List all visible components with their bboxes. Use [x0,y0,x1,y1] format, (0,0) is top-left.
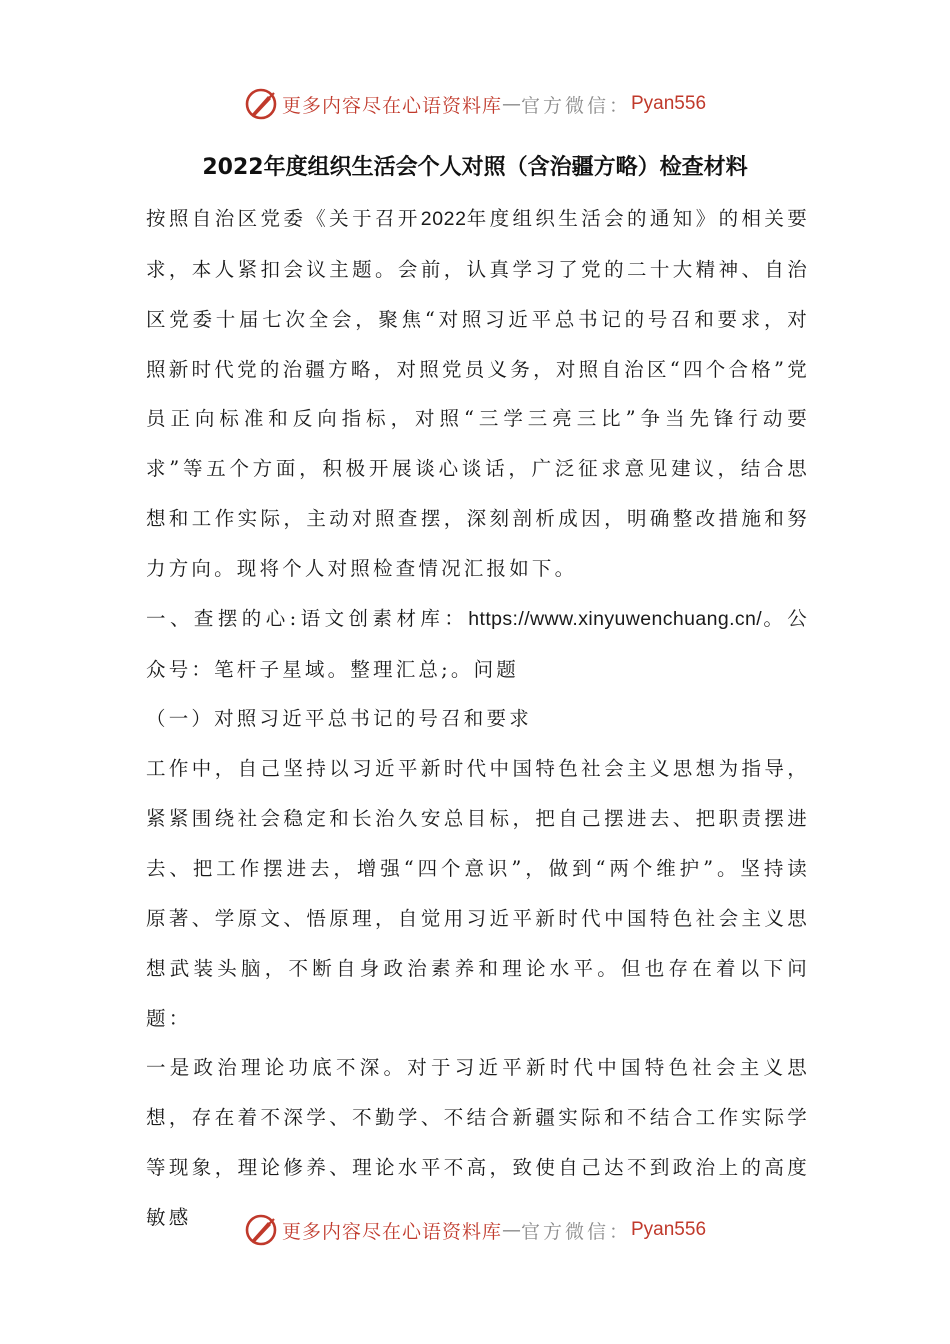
watermark-banner-bottom [0,1210,950,1250]
paragraph-work: 工作中，自己坚持以习近平新时代中国特色社会主义思想为指导，紧紧围绕社会稳定和长治久安总目标，把自己摆进去、把职责摆进去、把工作摆进去，增强“四个意识”，做到“两个维护”。坚持读原著、学原文、悟原理，自觉用习近平新时代中国特色社会主义思想武装头脑，不断自身政治素养和理论水平。但也存在着以下问题： [146,757,810,1030]
paragraph-intro-b: 年度组织生活会的通知》的相关要求，本人紧扣会议主题。会前，认真学习了党的二十大精神、自治区党委十届七次全会，聚焦“对照习近平总书记的号召和要求，对照新时代党的治疆方略，对照党员义务，对照自治区“四个合格”党员正向标准和反向指标，对照“三学三亮三比”争当先锋行动要求”等五个方面，积极开展谈心谈话，广泛征求意见建议，结合思想和工作实际，主动对照查摆，深刻剖析成因，明确整改措施和努力方向。现将个人对照检查情况汇报如下。 [146,207,810,580]
watermark-main: 更多内容尽在心语资料库 [281,1220,502,1243]
section-heading-a: 一、查摆的心:语文创素材库： [146,606,469,630]
paragraph-point-one: 一是政治理论功底不深。对于习近平新时代中国特色社会主义思想，存在着不深学、不勤学、不结合新疆实际和不结合工作实际学等现象，理论修养、理论水平不高，致使自己达不到政治上的高度敏感 [146,1056,810,1229]
source-url: https://www.xinyuwenchuang.cn/ [468,607,763,630]
document-title: 2022年度组织生活会个人对照（含治疆方略）检查材料 [202,155,748,180]
watermark-dash: — [501,1219,521,1241]
quill-logo-icon [244,87,278,121]
document-body [146,194,810,1243]
watermark-main: 更多内容尽在心语资料库 [281,94,502,117]
quill-logo-icon [244,1213,278,1247]
watermark-dash: — [501,93,521,115]
paragraph-intro [146,194,810,594]
watermark-id: Pyan556 [631,1219,707,1240]
subsection-heading: （一）对照习近平总书记的号召和要求 [146,707,532,731]
watermark-label: 官方微信： [520,94,631,117]
watermark-id: Pyan556 [631,93,707,114]
paragraph-intro-year: 2022 [420,208,467,230]
section-heading-b: 。公众号：笔杆子星域。整理汇总;。问题 [146,606,810,681]
watermark-label: 官方微信： [520,1220,631,1243]
section-heading [146,594,810,695]
paragraph-intro-a: 按照自治区党委《关于召开 [146,207,421,230]
watermark-banner-top [0,84,950,124]
